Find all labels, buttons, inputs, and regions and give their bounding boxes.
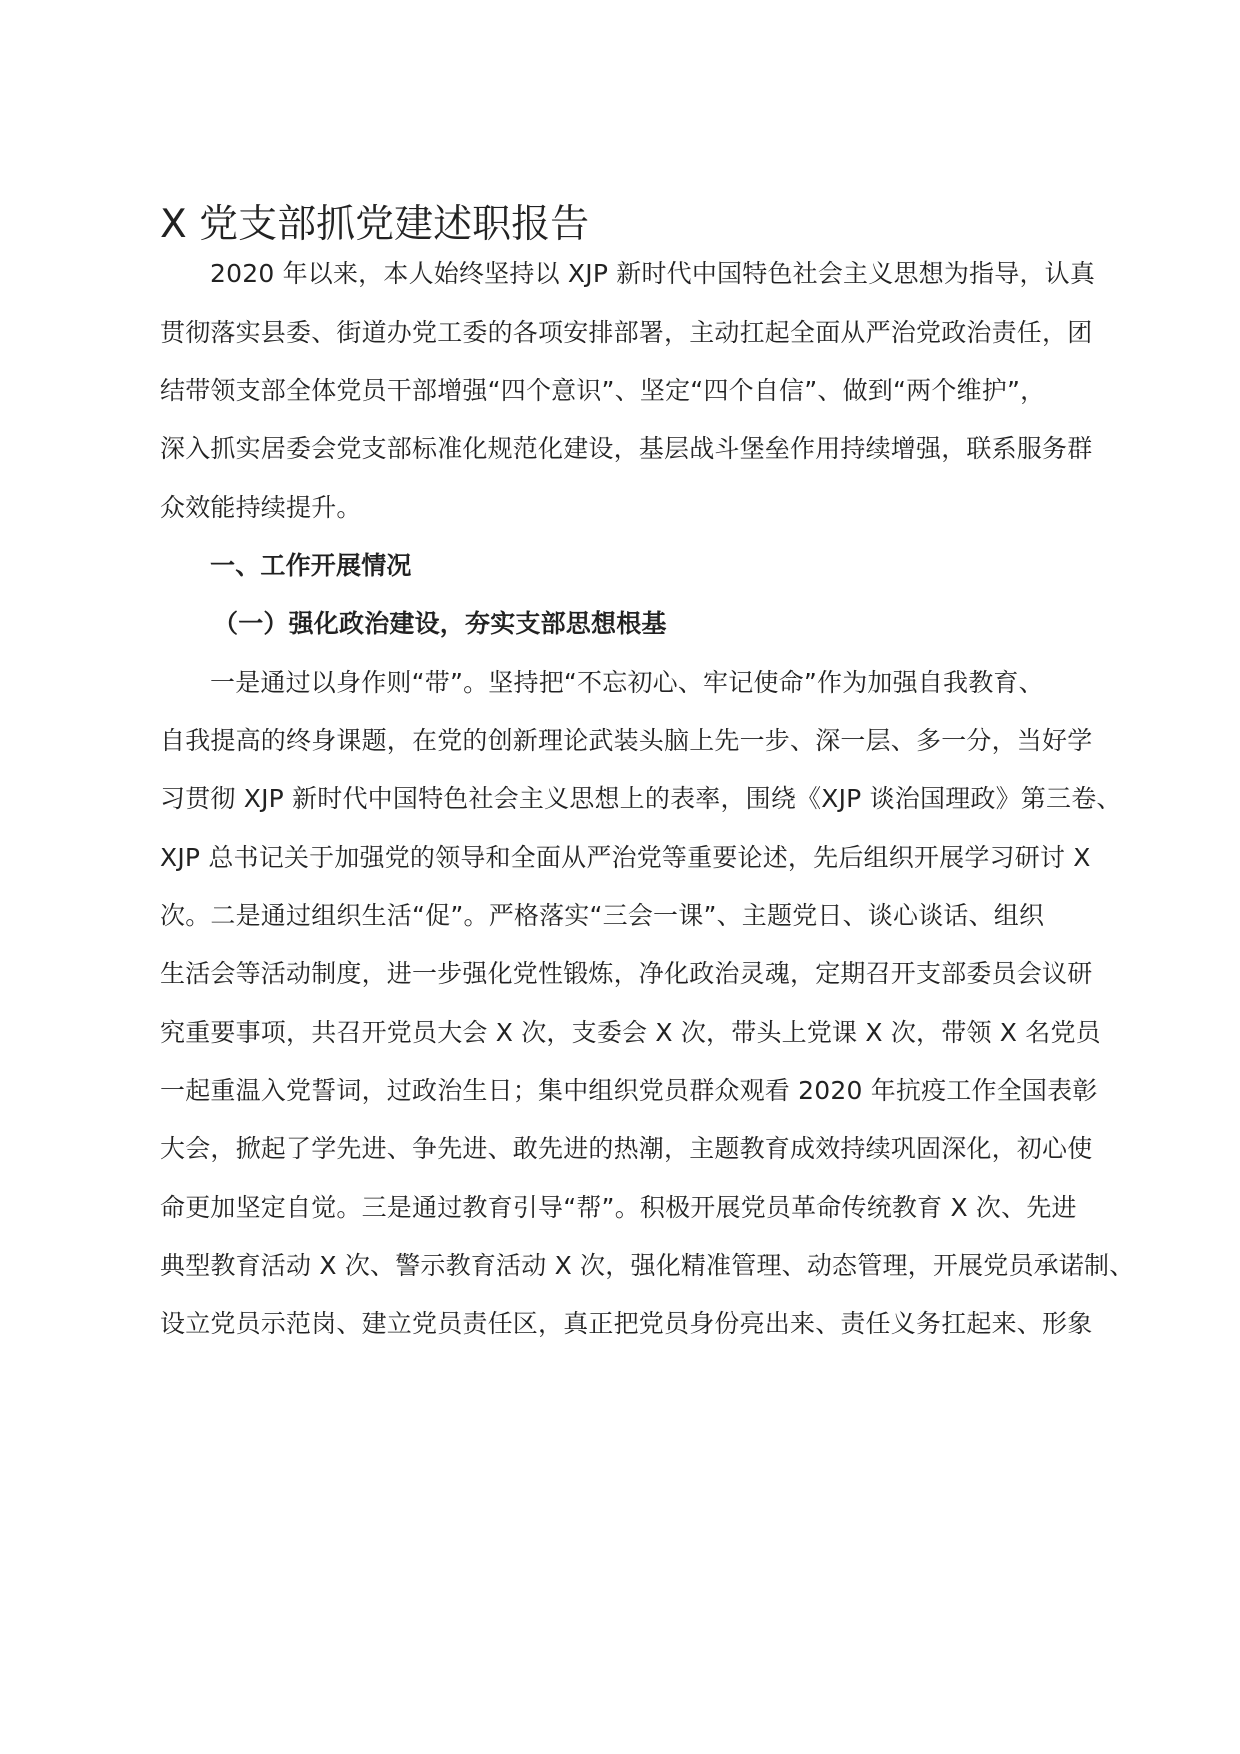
paragraph-1-line-2: 贯彻落实县委、街道办党工委的各项安排部署，主动扛起全面从严治党政治责任，团 bbox=[160, 318, 1093, 347]
paragraph-2-line-3: 习贯彻 XJP 新时代中国特色社会主义思想上的表率，围绕《XJP 谈治国理政》第三卷、 bbox=[160, 784, 1122, 813]
paragraph-1-line-4: 深入抓实居委会党支部标准化规范化建设，基层战斗堡垒作用持续增强，联系服务群 bbox=[160, 434, 1093, 463]
paragraph-1-line-5: 众效能持续提升。 bbox=[160, 493, 362, 522]
paragraph-2-line-1: 一是通过以身作则“带”。坚持把“不忘初心、牢记使命”作为加强自我教育、 bbox=[210, 668, 1044, 697]
paragraph-2-line-10: 命更加坚定自觉。三是通过教育引导“帮”。积极开展党员革命传统教育 X 次、先进 bbox=[160, 1193, 1077, 1222]
paragraph-2-line-11: 典型教育活动 X 次、警示教育活动 X 次，强化精准管理、动态管理，开展党员承诺制、 bbox=[160, 1251, 1135, 1280]
paragraph-2-line-7: 究重要事项，共召开党员大会 X 次，支委会 X 次，带头上党课 X 次，带领 X 名党员 bbox=[160, 1018, 1101, 1047]
section-heading: 一、工作开展情况 bbox=[210, 551, 412, 580]
paragraph-2-line-5: 次。二是通过组织生活“促”。严格落实“三会一课”、主题党日、谈心谈话、组织 bbox=[160, 901, 1045, 930]
paragraph-1-line-1: 2020 年以来，本人始终坚持以 XJP 新时代中国特色社会主义思想为指导，认真 bbox=[210, 259, 1096, 288]
paragraph-2-line-8: 一起重温入党誓词，过政治生日；集中组织党员群众观看 2020 年抗疫工作全国表彰 bbox=[160, 1076, 1098, 1105]
paragraph-2-line-12: 设立党员示范岗、建立党员责任区，真正把党员身份亮出来、责任义务扛起来、形象 bbox=[160, 1309, 1093, 1338]
document-title: X 党支部抓党建述职报告 bbox=[160, 202, 590, 247]
paragraph-2-line-2: 自我提高的终身课题，在党的创新理论武装头脑上先一步、深一层、多一分，当好学 bbox=[160, 726, 1093, 755]
paragraph-2-line-4: XJP 总书记关于加强党的领导和全面从严治党等重要论述，先后组织开展学习研讨 X bbox=[160, 843, 1091, 872]
paragraph-2-line-6: 生活会等活动制度，进一步强化党性锻炼，净化政治灵魂，定期召开支部委员会议研 bbox=[160, 959, 1093, 988]
paragraph-1-line-3: 结带领支部全体党员干部增强“四个意识”、坚定“四个自信”、做到“两个维护”， bbox=[160, 376, 1046, 405]
subsection-heading: （一）强化政治建设，夯实支部思想根基 bbox=[213, 609, 667, 638]
paragraph-2-line-9: 大会，掀起了学先进、争先进、敢先进的热潮，主题教育成效持续巩固深化，初心使 bbox=[160, 1134, 1093, 1163]
